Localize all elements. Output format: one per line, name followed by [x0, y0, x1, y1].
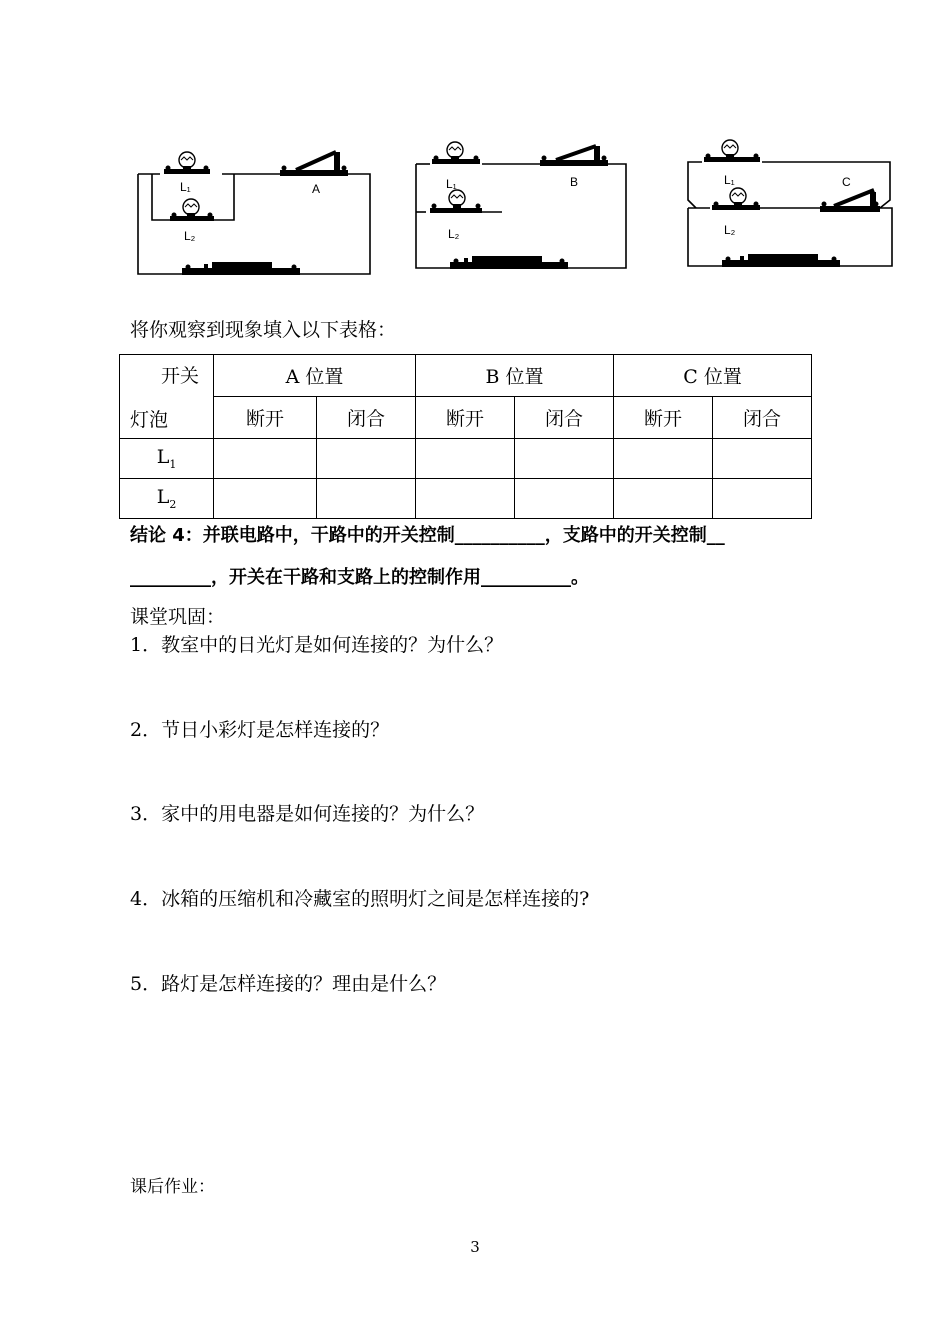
lamp-icon [712, 188, 760, 210]
header-position-a: A 位置 [214, 355, 416, 397]
switch-icon [820, 190, 880, 212]
lamp-label-l2: L₂ [184, 229, 196, 243]
lamp-icon [430, 190, 482, 213]
homework-title: 课后作业： [130, 1177, 215, 1197]
question-3: 3．家中的用电器是如何连接的？为什么？ [130, 803, 485, 825]
lamp-label-l1: L₁ [180, 180, 191, 194]
lamp-icon [170, 199, 214, 221]
lamp-label-l2: L₂ [448, 227, 460, 241]
corner-switch-label: 开关 [160, 365, 199, 387]
header-state-closed: 闭合 [713, 397, 812, 439]
answer-cell[interactable] [713, 439, 812, 479]
answer-cell[interactable] [416, 479, 515, 519]
switch-icon [280, 152, 348, 176]
question-1: 1．教室中的日光灯是如何连接的？为什么？ [130, 634, 504, 656]
header-state-closed: 闭合 [317, 397, 416, 439]
question-4: 4．冰箱的压缩机和冷藏室的照明灯之间是怎样连接的? [130, 888, 590, 910]
header-position-b: B 位置 [416, 355, 614, 397]
lamp-label-l1: L₁ [446, 177, 457, 191]
corner-bulb-label: 灯泡 [130, 409, 169, 431]
battery-icon [450, 256, 568, 269]
answer-cell[interactable] [214, 479, 317, 519]
switch-label: A [312, 182, 321, 196]
page-number: 3 [470, 1238, 480, 1256]
table-row [120, 439, 812, 479]
lamp-icon [432, 142, 480, 164]
answer-cell[interactable] [515, 439, 614, 479]
row-label-l2: $L_2$ [120, 479, 214, 519]
header-state-open: 断开 [614, 397, 713, 439]
circuit-diagram-a [130, 140, 380, 282]
battery-icon [722, 254, 840, 267]
observation-table [119, 354, 812, 519]
header-state-open: 断开 [214, 397, 317, 439]
header-state-open: 断开 [416, 397, 515, 439]
conclusion-line-1: 结论 4：并联电路中，干路中的开关控制__________，支路中的开关控制__ [130, 525, 725, 546]
header-position-c: C 位置 [614, 355, 812, 397]
circuit-diagram-c [682, 138, 900, 270]
conclusion-line-2: _________，开关在干路和支路上的控制作用__________。 [130, 567, 589, 588]
lamp-icon [164, 152, 210, 174]
lamp-label-l2: L₂ [724, 223, 736, 237]
answer-cell[interactable] [515, 479, 614, 519]
switch-label: C [842, 175, 851, 189]
row-label-l1: $L_1$ [120, 439, 214, 479]
answer-cell[interactable] [713, 479, 812, 519]
answer-cell[interactable] [416, 439, 515, 479]
table-corner-header [120, 355, 214, 439]
answer-cell[interactable] [317, 439, 416, 479]
practice-title: 课堂巩固： [130, 606, 226, 628]
table-instruction: 将你观察到现象填入以下表格： [130, 319, 397, 341]
lamp-label-l1: L₁ [724, 173, 735, 187]
switch-label: B [570, 175, 579, 189]
table-row [120, 479, 812, 519]
header-state-closed: 闭合 [515, 397, 614, 439]
answer-cell[interactable] [614, 479, 713, 519]
switch-icon [540, 146, 608, 166]
answer-cell[interactable] [317, 479, 416, 519]
battery-icon [182, 262, 300, 275]
answer-cell[interactable] [614, 439, 713, 479]
circuit-diagram-b [410, 138, 632, 278]
question-5: 5．路灯是怎样连接的？理由是什么？ [130, 973, 447, 995]
lamp-icon [704, 140, 760, 162]
question-2: 2．节日小彩灯是怎样连接的？ [130, 719, 390, 741]
answer-cell[interactable] [214, 439, 317, 479]
